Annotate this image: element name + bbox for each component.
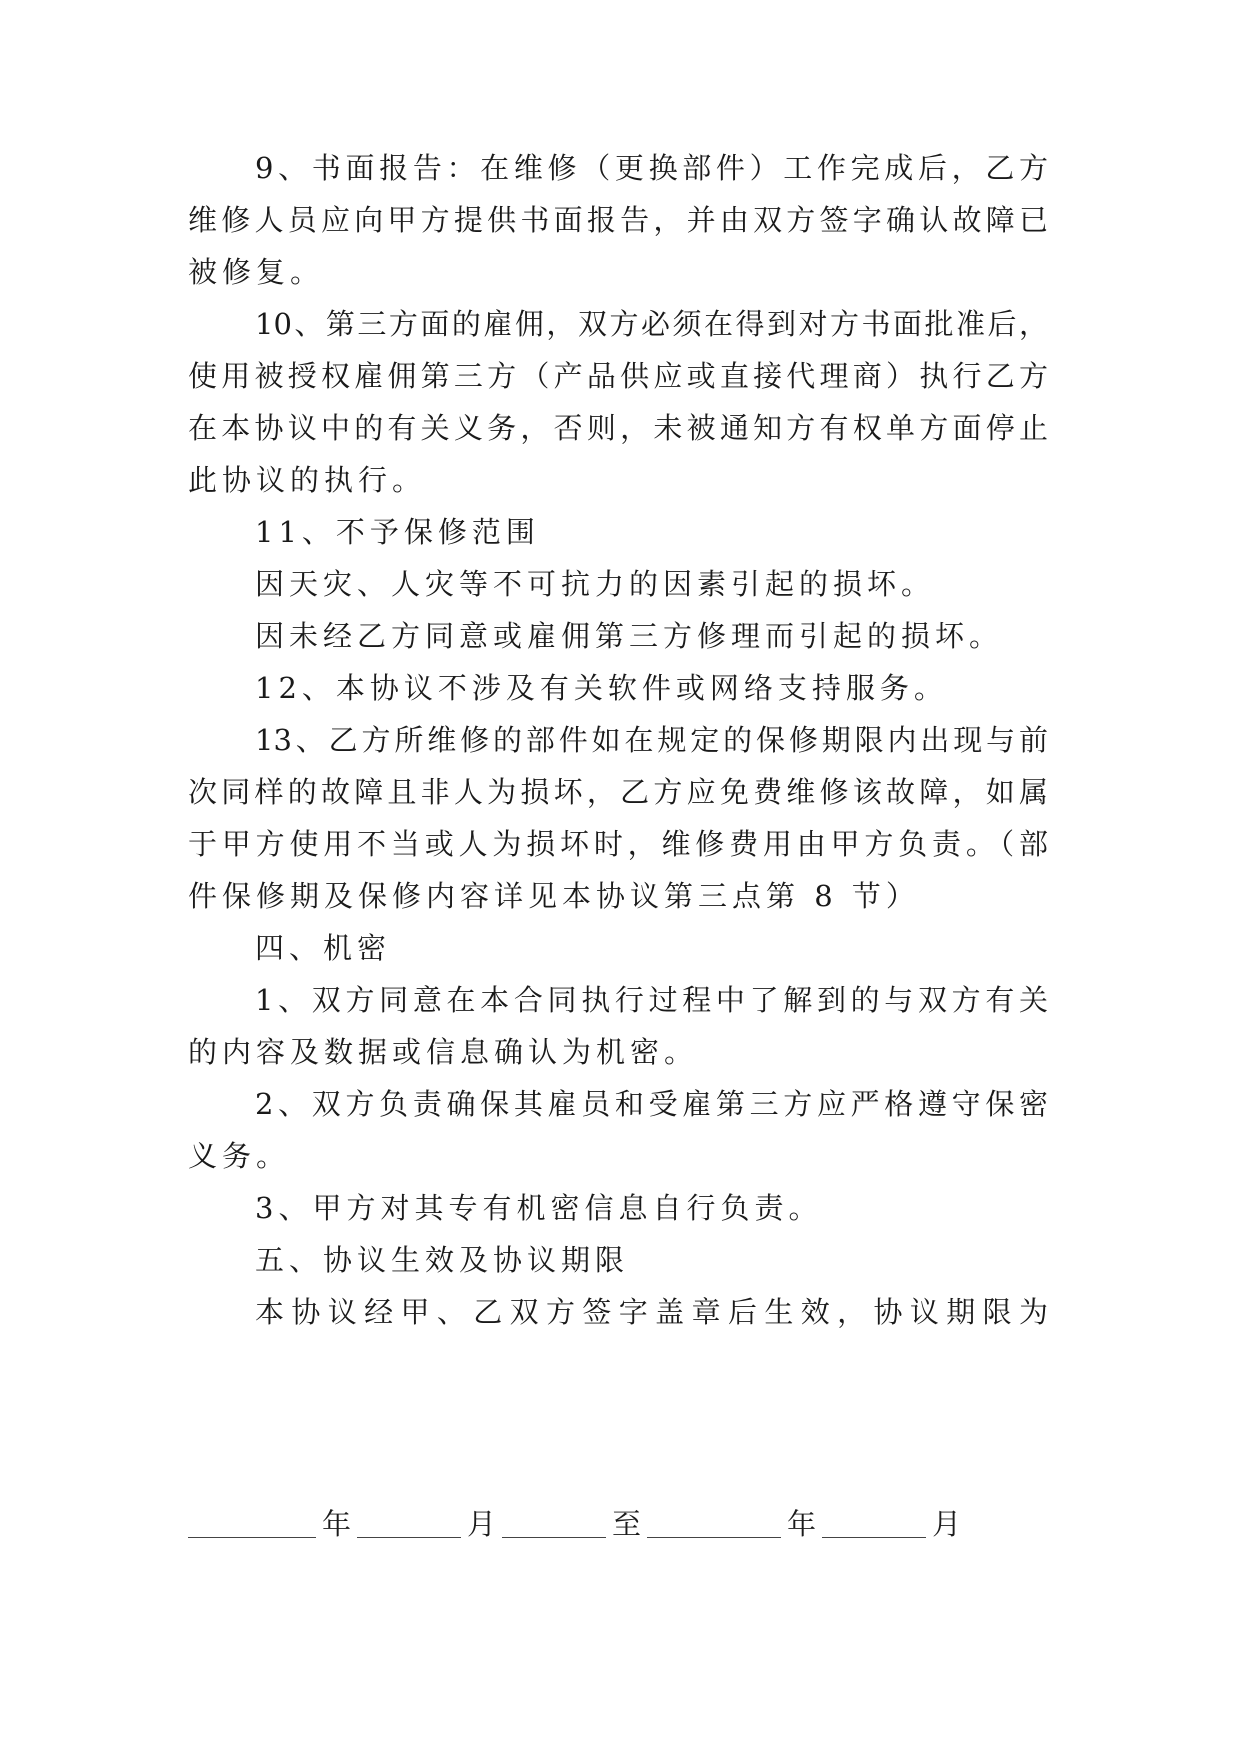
paragraph-line: 9、书面报告：在维修（更换部件）工作完成后，乙方: [255, 151, 1048, 185]
paragraph-line: 12、本协议不涉及有关软件或网络支持服务。: [255, 671, 948, 705]
paragraph-line: 2、双方负责确保其雇员和受雇第三方应严格遵守保密: [255, 1087, 1048, 1121]
paragraph-line: 因天灾、人灾等不可抗力的因素引起的损坏。: [255, 567, 936, 601]
month-label: 月: [932, 1507, 962, 1541]
paragraph-line: 件保修期及保修内容详见本协议第三点第 8 节）: [188, 879, 920, 913]
section-heading: 五、协议生效及协议期限: [255, 1243, 630, 1277]
fill-in-blank: [647, 1507, 781, 1538]
paragraph-line: 1、双方同意在本合同执行过程中了解到的与双方有关: [255, 983, 1048, 1017]
paragraph-line: 10、第三方面的雇佣，双方必须在得到对方书面批准后，: [255, 307, 1048, 341]
paragraph-line: 在本协议中的有关义务，否则，未被通知方有权单方面停止: [188, 411, 1048, 445]
paragraph-line: 此协议的执行。: [188, 463, 427, 497]
to-label: 至: [612, 1507, 642, 1541]
paragraph-line: 因未经乙方同意或雇佣第三方修理而引起的损坏。: [255, 619, 1004, 653]
paragraph-line: 使用被授权雇佣第三方（产品供应或直接代理商）执行乙方: [188, 359, 1048, 393]
paragraph-line: 维修人员应向甲方提供书面报告，并由双方签字确认故障已: [188, 203, 1048, 237]
paragraph-line: 被修复。: [188, 255, 325, 289]
paragraph-line: 次同样的故障且非人为损坏，乙方应免费维修该故障，如属: [188, 775, 1048, 809]
paragraph-line: 本协议经甲、乙双方签字盖章后生效，协议期限为: [255, 1295, 1048, 1329]
section-heading: 11、不予保修范围: [255, 515, 540, 549]
fill-in-blank: [188, 1507, 316, 1538]
term-date-range: [188, 1502, 1048, 1546]
fill-in-blank: [502, 1507, 606, 1538]
paragraph-line: 13、乙方所维修的部件如在规定的保修期限内出现与前: [255, 723, 1048, 757]
fill-in-blank: [357, 1507, 461, 1538]
paragraph-line: 3、甲方对其专有机密信息自行负责。: [255, 1191, 823, 1225]
paragraph-line: 于甲方使用不当或人为损坏时，维修费用由甲方负责。（部: [188, 827, 1048, 861]
section-heading: 四、机密: [255, 931, 392, 965]
month-label: 月: [467, 1507, 497, 1541]
fill-in-blank: [822, 1507, 926, 1538]
paragraph-line: 义务。: [188, 1139, 291, 1173]
year-label: 年: [322, 1507, 352, 1541]
paragraph-line: 的内容及数据或信息确认为机密。: [188, 1035, 699, 1069]
year-label: 年: [787, 1507, 817, 1541]
